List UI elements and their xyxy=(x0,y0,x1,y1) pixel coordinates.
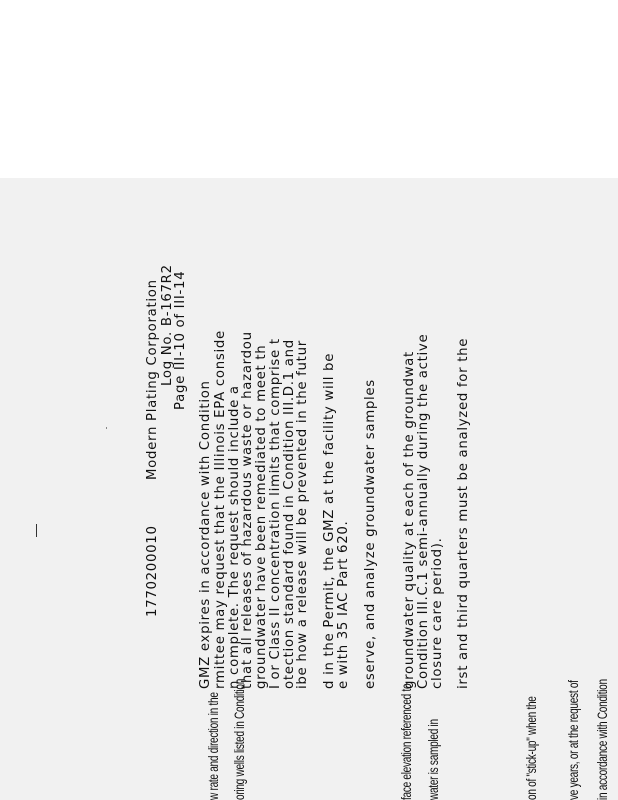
fragment-stick-up: on of "stick-up" when the xyxy=(523,696,539,800)
header-log-no: Log No. B-167R2 xyxy=(160,264,175,386)
header-id-number: 1770200010 xyxy=(145,525,160,617)
quarters-line: irst and third quarters must be analyzed for the xyxy=(456,337,471,689)
fragment-sampled: water is sampled in xyxy=(425,719,441,800)
gmz-line-7: otection standard found in Condition III.D.1 and xyxy=(282,339,297,689)
quality-line-1: groundwater quality at each of the groundwat xyxy=(402,351,417,689)
gmz-line-4: that all releases of hazardous waste or hazardou xyxy=(240,331,255,689)
gmz-line-6: I or Class II concentration limits that comprise t xyxy=(268,338,283,689)
gmz-line-5: groundwater have been remediated to meet th xyxy=(254,344,269,689)
fragment-accordance: in accordance with Condition xyxy=(594,679,610,800)
permit-line-2: e with 35 IAC Part 620. xyxy=(336,520,351,689)
quality-line-2: Condition III.C.1 semi-annually during the active xyxy=(416,333,431,689)
fragment-rate-direction: w rate and direction in the xyxy=(205,692,221,800)
samples-line: eserve, and analyze groundwater samples xyxy=(363,379,378,689)
gmz-line-3: n complete. The request should include a xyxy=(227,385,242,689)
gmz-line-2: rmittee may request that the Illinois EPA conside xyxy=(213,330,228,689)
gmz-line-8: ibe how a release will be prevented in the futur xyxy=(295,340,310,689)
fragment-request: ve years, or at the request of xyxy=(565,680,581,800)
header-company: Modern Plating Corporation xyxy=(145,279,160,480)
header-page: Page III-10 of III-14 xyxy=(173,270,188,410)
fragment-wells-listed: oring wells listed in Condition xyxy=(231,678,247,800)
permit-line-1: d in the Permit, the GMZ at the facility will be xyxy=(322,352,337,689)
fragment-elevation: face elevation referenced to xyxy=(398,683,414,800)
quality-line-3: closure care period). xyxy=(430,537,445,689)
gmz-line-1: GMZ expires in accordance with Condition xyxy=(198,380,213,689)
